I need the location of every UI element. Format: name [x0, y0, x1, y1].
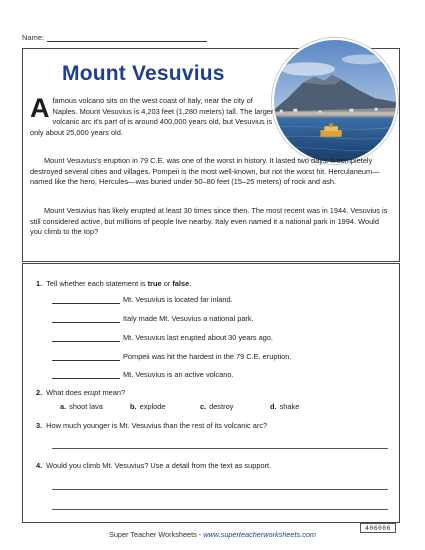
statement-row — [52, 352, 291, 361]
question-number: 3. — [36, 421, 43, 430]
footer-brand: Super Teacher Worksheets - — [109, 530, 204, 539]
answer-blank[interactable] — [52, 353, 120, 361]
statement-text: Mt. Vesuvius is located far inland. — [123, 295, 233, 304]
statement-row — [52, 295, 233, 304]
answer-blank[interactable] — [52, 315, 120, 323]
question-3: 3. How much younger is Mt. Vesuvius than the rest of its volcanic arc? — [36, 421, 268, 430]
footer — [0, 530, 425, 539]
passage-paragraph-1 — [30, 93, 275, 138]
statement-row — [52, 370, 234, 379]
question-1: 1. Tell whether each statement is true or false. — [36, 279, 192, 288]
answer-blank[interactable] — [52, 371, 120, 379]
question-4: 4. Would you climb Mt. Vesuvius? Use a detail from the text as support. — [36, 461, 272, 470]
passage-title: Mount Vesuvius — [62, 62, 225, 85]
name-line[interactable] — [47, 34, 207, 42]
statement-row — [52, 314, 254, 323]
answer-choices — [60, 402, 340, 411]
statement-text: Pompeii was hit the hardest in the 79 C.E. eruption. — [123, 352, 292, 361]
passage-paragraph-2: Mount Vesuvius's eruption in 79 C.E. was one of the worst in history. It lasted two days. It completely destroyed several cities and villages. Pompeii is the most well-known, but not the worst hit. Herculaneum—named like the hero, Hercules—was buried under 50–80 feet (15–25 meters) of rock and ash. — [30, 156, 380, 187]
statement-text: Italy made Mt. Vesuvius a national park. — [123, 314, 254, 323]
worksheet-code: 406006 — [360, 523, 396, 533]
false-word: false — [172, 279, 190, 288]
choice-b[interactable]: b. explode — [130, 402, 166, 411]
question-number: 1. — [36, 279, 43, 288]
footer-link[interactable]: www.superteacherworksheets.com — [203, 530, 316, 539]
question-number: 4. — [36, 461, 43, 470]
answer-line[interactable] — [52, 489, 388, 490]
statement-text: Mt. Vesuvius is an active volcano. — [123, 370, 234, 379]
question-2: 2. What does erupt mean? — [36, 388, 126, 397]
vocab-word: erupt — [83, 388, 101, 397]
statement-row — [52, 333, 273, 342]
paragraph-1-text: famous volcano sits on the west coast of Italy, near the city of Naples. Mount Vesuvius is 4,203 feet (1,280 meters) tall. The larger volcanic arc it's part of is around 400,000 years old, but Vesuvius is only about 25,000 years old. — [30, 96, 274, 137]
passage-paragraph-3: Mount Vesuvius has likely erupted at least 30 times since then. The most recent was in 1944. Vesuvius is still considered active, but millions of people live nearby. Italy even named it a national park in 1994. Would you climb to the top? — [30, 206, 388, 237]
answer-line[interactable] — [52, 509, 388, 510]
answer-line[interactable] — [52, 448, 388, 449]
name-label: Name: — [22, 33, 45, 42]
statement-text: Mt. Vesuvius last erupted about 30 years ago. — [123, 333, 273, 342]
answer-blank[interactable] — [52, 334, 120, 342]
vesuvius-photo — [272, 38, 398, 164]
name-field[interactable] — [22, 33, 207, 42]
choice-d[interactable]: d. shake — [270, 402, 300, 411]
drop-cap: A — [30, 93, 50, 123]
question-number: 2. — [36, 388, 43, 397]
answer-blank[interactable] — [52, 296, 120, 304]
true-word: true — [147, 279, 162, 288]
choice-c[interactable]: c. destroy — [200, 402, 234, 411]
choice-a[interactable]: a. shoot lava — [60, 402, 103, 411]
